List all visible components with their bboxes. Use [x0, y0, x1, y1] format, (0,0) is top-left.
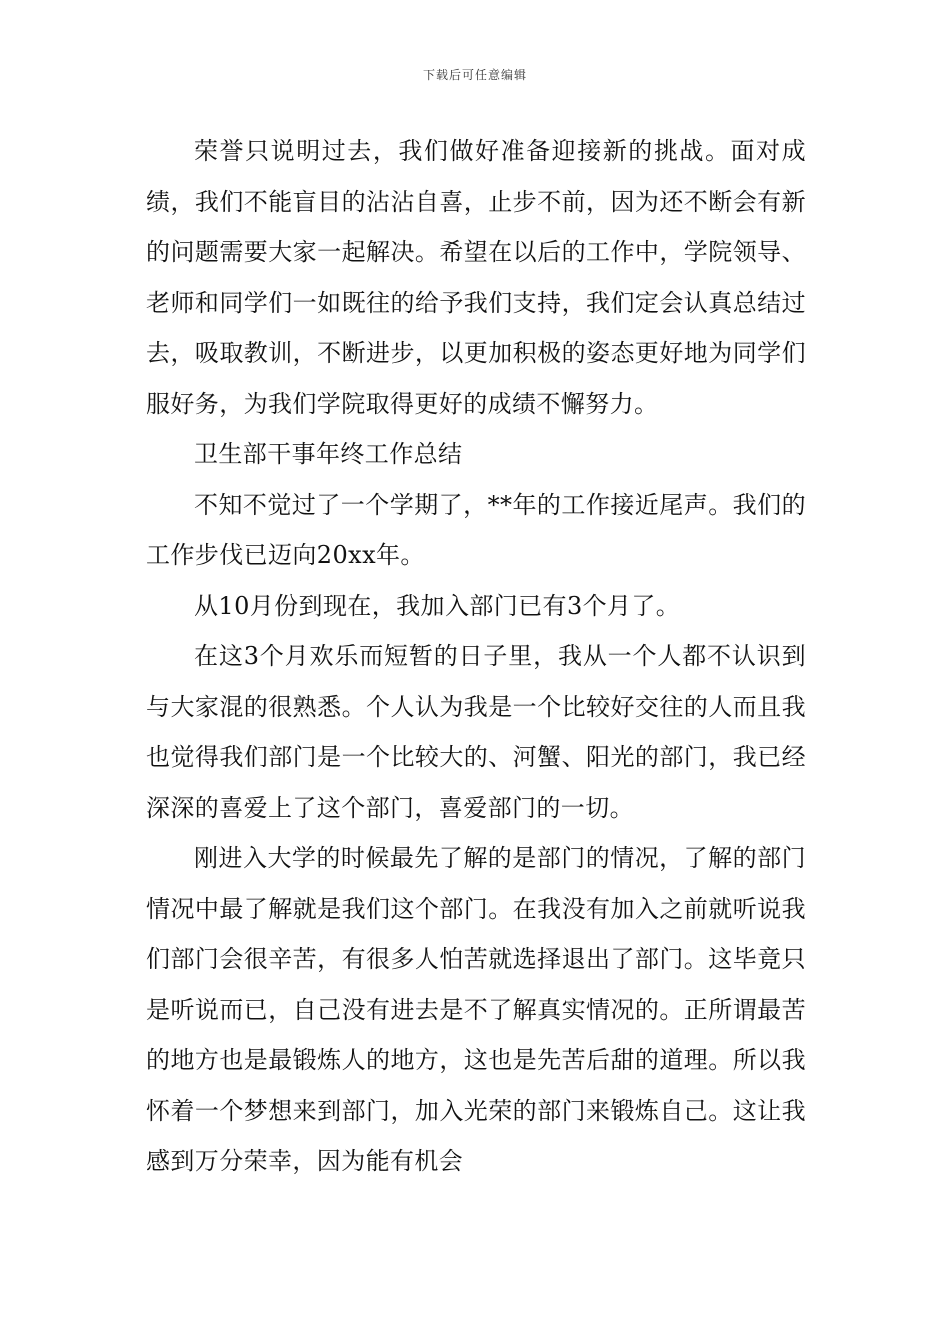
document-body: [146, 126, 806, 1187]
paragraph-first-impression: 刚进入大学的时候最先了解的是部门的情况，了解的部门情况中最了解就是我们这个部门。在我没有加入之前就听说我们部门会很辛苦，有很多人怕苦就选择退出了部门。这毕竟只是听说而已，自己没有进去是不了解真实情况的。正所谓最苦的地方也是最锻炼人的地方，这也是先苦后甜的道理。所以我怀着一个梦想来到部门，加入光荣的部门来锻炼自己。这让我感到万分荣幸，因为能有机会: [146, 844, 806, 1175]
paragraph-honor: 荣誉只说明过去，我们做好准备迎接新的挑战。面对成绩，我们不能盲目的沾沾自喜，止步不前，因为还不断会有新的问题需要大家一起解决。希望在以后的工作中，学院领导、老师和同学们一如既往的给予我们支持，我们定会认真总结过去，吸取教训，不断进步，以更加积极的姿态更好地为同学们服好务，为我们学院取得更好的成绩不懈努力。: [146, 137, 806, 418]
paragraph-joined: 从10月份到现在，我加入部门已有3个月了。: [194, 591, 681, 620]
section-title: 卫生部干事年终工作总结: [194, 440, 463, 468]
paragraph-semester: 不知不觉过了一个学期了，**年的工作接近尾声。我们的工作步伐已迈向20xx年。: [146, 490, 806, 569]
page-header-note: 下载后可任意编辑: [422, 68, 527, 82]
paragraph-three-months: 在这3个月欢乐而短暂的日子里，我从一个人都不认识到与大家混的很熟悉。个人认为我是一个比较好交往的人而且我也觉得我们部门是一个比较大的、河蟹、阳光的部门，我已经深深的喜爱上了这个部门，喜爱部门的一切。: [146, 642, 806, 822]
